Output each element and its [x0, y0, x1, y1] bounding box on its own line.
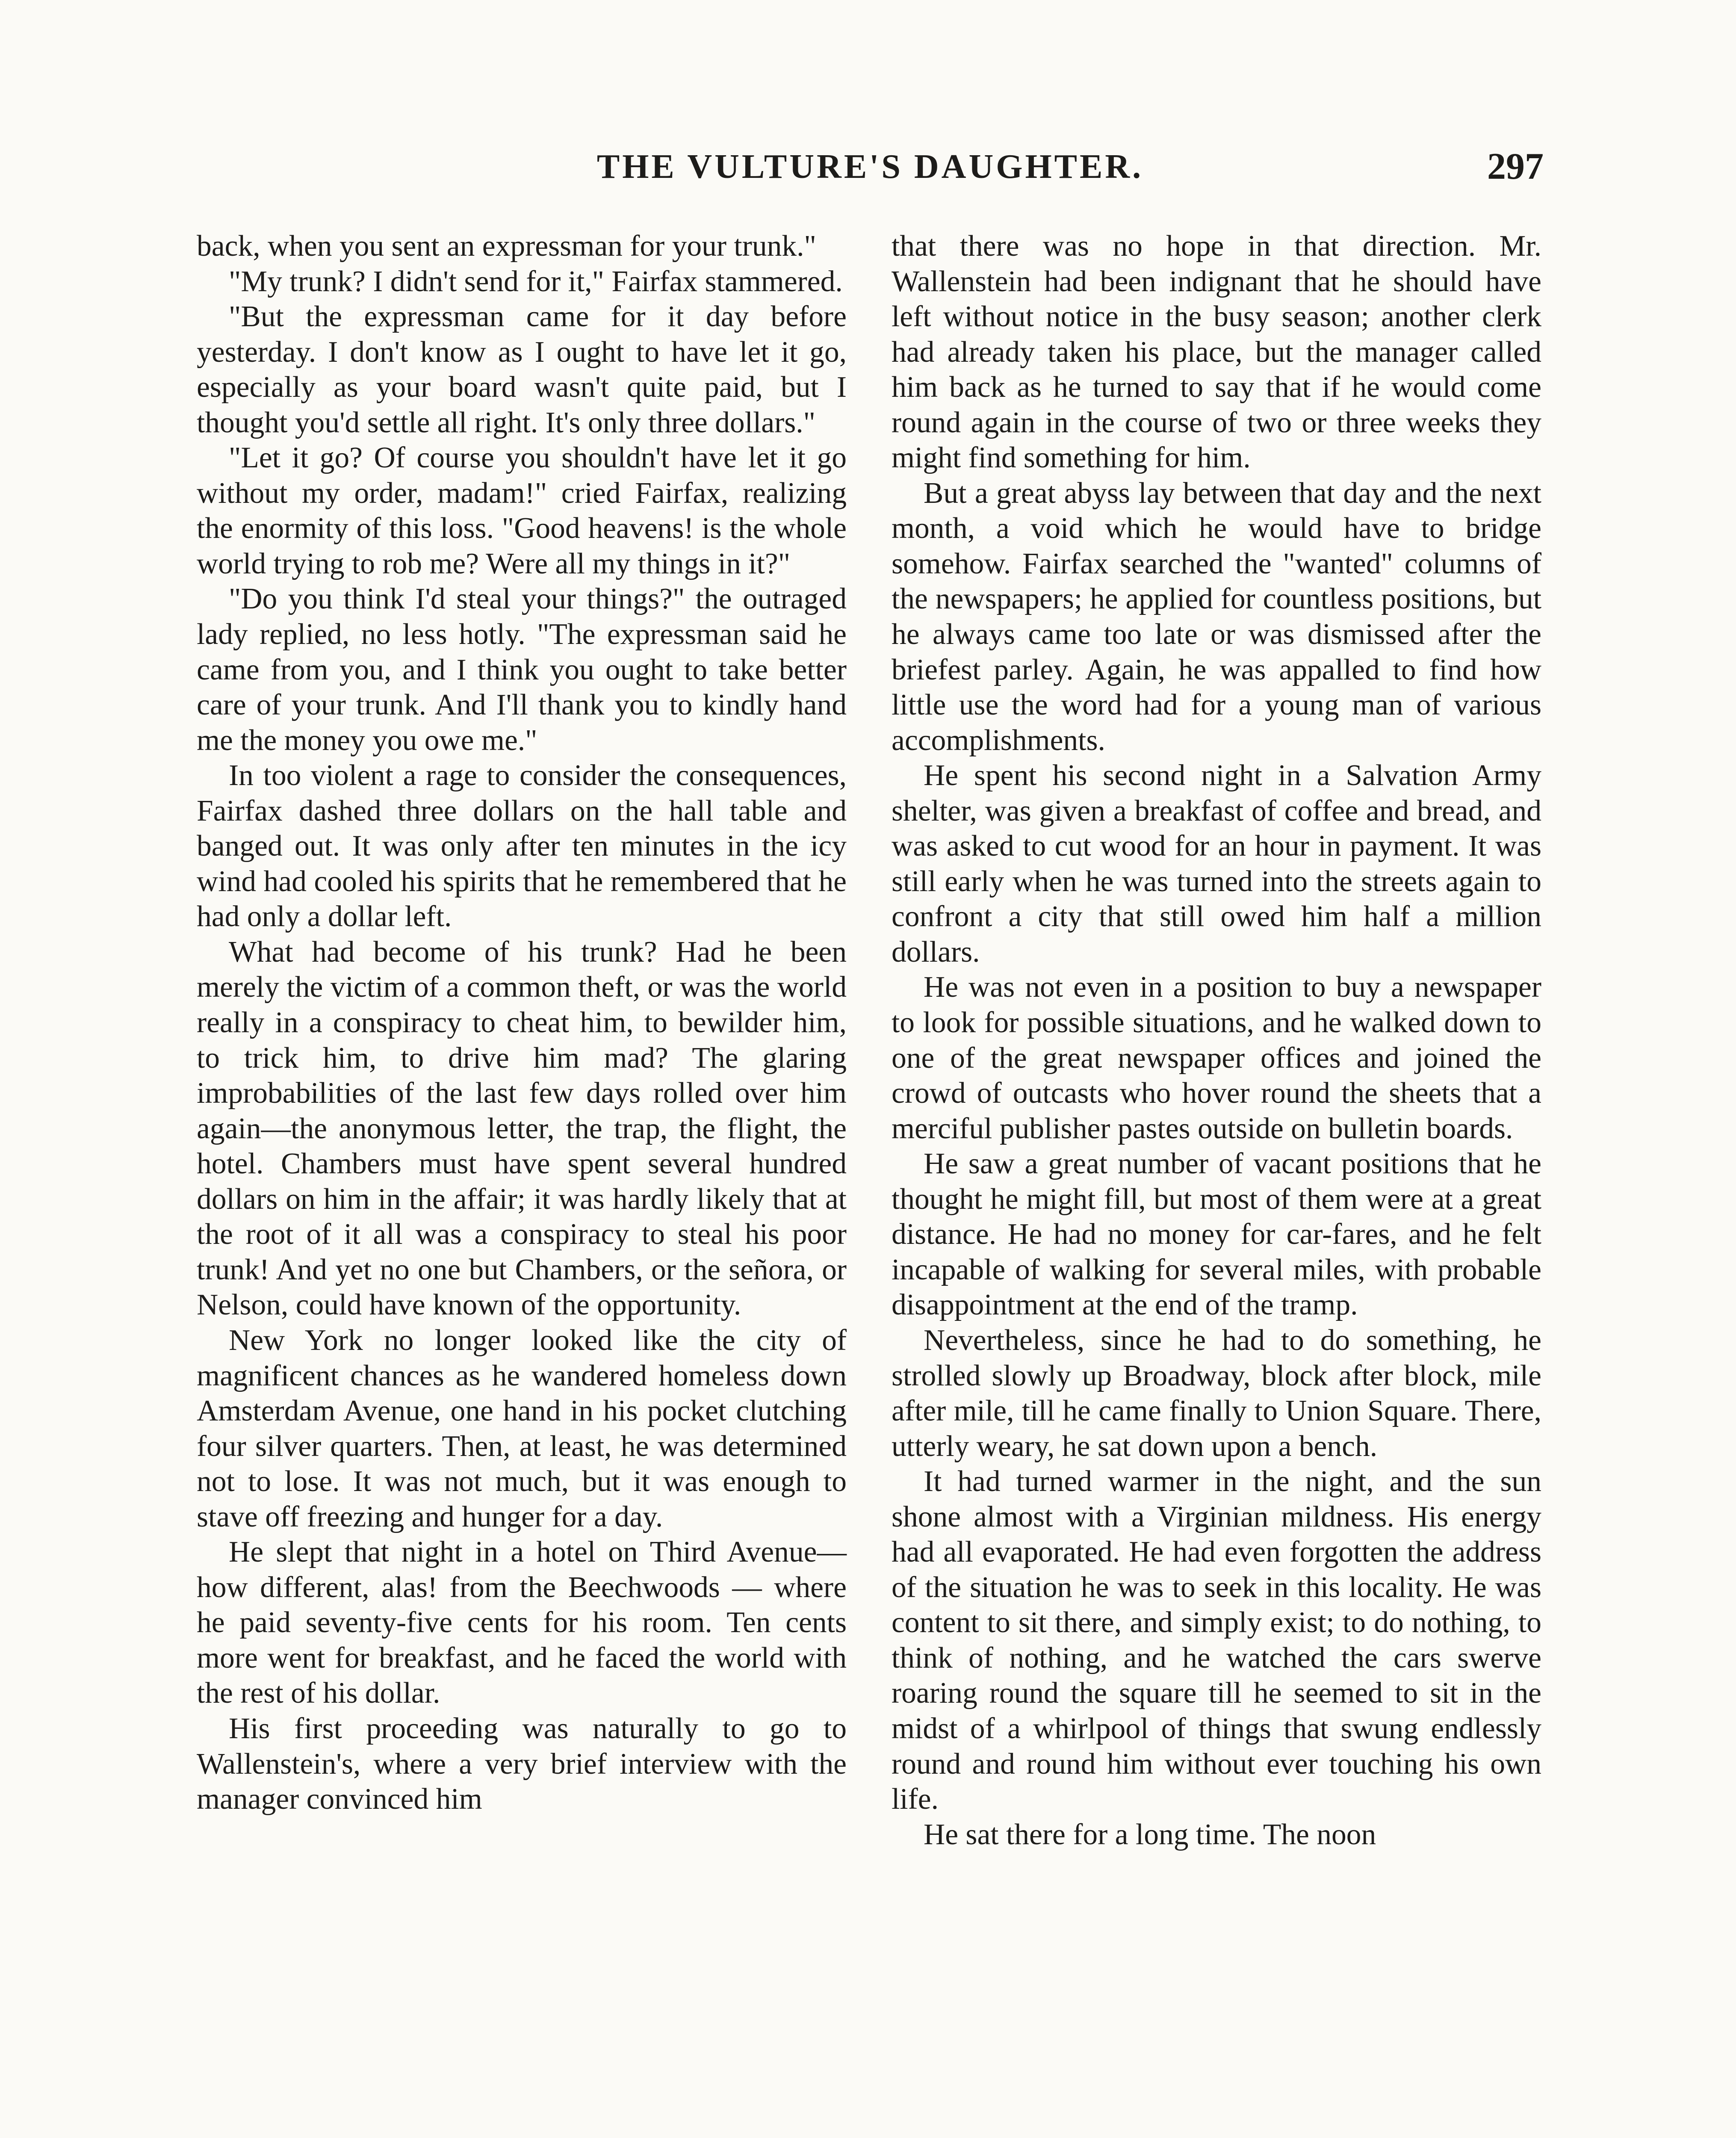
- paragraph: He slept that night in a hotel on Third Avenue—how different, alas! from the Beechwoods — where he paid seventy-five cents for his room. Ten cents more went for breakfast, and he faced the world with the rest of his dollar.: [197, 1536, 847, 1710]
- left-column: [197, 229, 847, 1817]
- running-head: [197, 141, 1544, 192]
- paragraph: "My trunk? I didn't send for it," Fairfax stammered.: [229, 265, 843, 298]
- paragraph: New York no longer looked like the city of magnificent chances as he wandered homeless down Amsterdam Avenue, one hand in his pocket clutching four silver quarters. Then, at least, he was determined not to lose. It was not much, but it was enough to stave off freezing and hunger for a day.: [197, 1323, 847, 1533]
- paragraph: In too violent a rage to consider the consequences, Fairfax dashed three dollars on the hall table and banged out. It was only after ten minutes in the icy wind had cooled his spirits that he remembered that he had only a dollar left.: [197, 759, 847, 933]
- right-column: [892, 229, 1541, 1852]
- paragraph: He spent his second night in a Salvation Army shelter, was given a breakfast of coffee and bread, and was asked to cut wood for an hour in payment. It was still early when he was turned into the streets again to confront a city that still owed him half a million dollars.: [892, 759, 1541, 969]
- running-title: THE VULTURE'S DAUGHTER.: [596, 148, 1144, 186]
- paragraph: that there was no hope in that direction. Mr. Wallenstein had been indignant that he should have left without notice in the busy season; another clerk had already taken his place, but the manager called him back as he turned to say that if he would come round again in the course of two or three weeks they might find something for him.: [892, 230, 1541, 475]
- paragraph: He saw a great number of vacant positions that he thought he might fill, but most of them were at a great distance. He had no money for car-fares, and he felt incapable of walking for several miles, with probable disappointment at the end of the tramp.: [892, 1147, 1541, 1322]
- page-number: 297: [1487, 146, 1544, 187]
- paragraph: "But the expressman came for it day before yesterday. I don't know as I ought to have let it go, especially as your board wasn't quite paid, but I thought you'd settle all right. It's only three dollars.": [197, 300, 847, 439]
- paragraph: But a great abyss lay between that day and the next month, a void which he would have to bridge somehow. Fairfax searched the "wanted" columns of the newspapers; he applied for countless positions, but he always came too late or was dismissed after the briefest parley. Again, he was appalled to find how little use the word had for a young man of various accomplishments.: [892, 476, 1541, 757]
- paragraph: What had become of his trunk? Had he been merely the victim of a common theft, or was the world really in a conspiracy to cheat him, to bewilder him, to trick him, to drive him mad? The glaring improbabilities of the last few days rolled over him again—the anonymous letter, the trap, the flight, the hotel. Chambers must have spent several hundred dollars on him in the affair; it was hardly likely that at the root of it all was a conspiracy to steal his poor trunk! And yet no one but Chambers, or the señora, or Nelson, could have known of the opportunity.: [197, 935, 847, 1322]
- paragraph: His first proceeding was naturally to go to Wallenstein's, where a very brief interview with the manager convinced him: [197, 1712, 847, 1816]
- paragraph: Nevertheless, since he had to do something, he strolled slowly up Broadway, block after block, mile after mile, till he came finally to Union Square. There, utterly weary, he sat down upon a bench.: [892, 1323, 1541, 1463]
- paragraph: "Let it go? Of course you shouldn't have let it go without my order, madam!" cried Fairfax, realizing the enormity of this loss. "Good heavens! is the whole world trying to rob me? Were all my things in it?": [197, 441, 847, 580]
- paragraph: He sat there for a long time. The noon: [924, 1818, 1376, 1851]
- paragraph: He was not even in a position to buy a newspaper to look for possible situations, and he walked down to one of the great newspaper offices and joined the crowd of outcasts who hover round the sheets that a merciful publisher pastes outside on bulletin boards.: [892, 971, 1541, 1145]
- paragraph: back, when you sent an expressman for your trunk.": [197, 230, 816, 263]
- paragraph: It had turned warmer in the night, and the sun shone almost with a Virginian mildness. His energy had all evaporated. He had even forgotten the address of the situation he was to seek in this locality. He was content to sit there, and simply exist; to do nothing, to think of nothing, and he watched the cars swerve roaring round the square till he seemed to sit in the midst of a whirlpool of things that swung endlessly round and round him without ever touching his own life.: [892, 1465, 1541, 1816]
- paragraph: "Do you think I'd steal your things?" the outraged lady replied, no less hotly. "The expressman said he came from you, and I think you ought to take better care of your trunk. And I'll thank you to kindly hand me the money you owe me.": [197, 582, 847, 757]
